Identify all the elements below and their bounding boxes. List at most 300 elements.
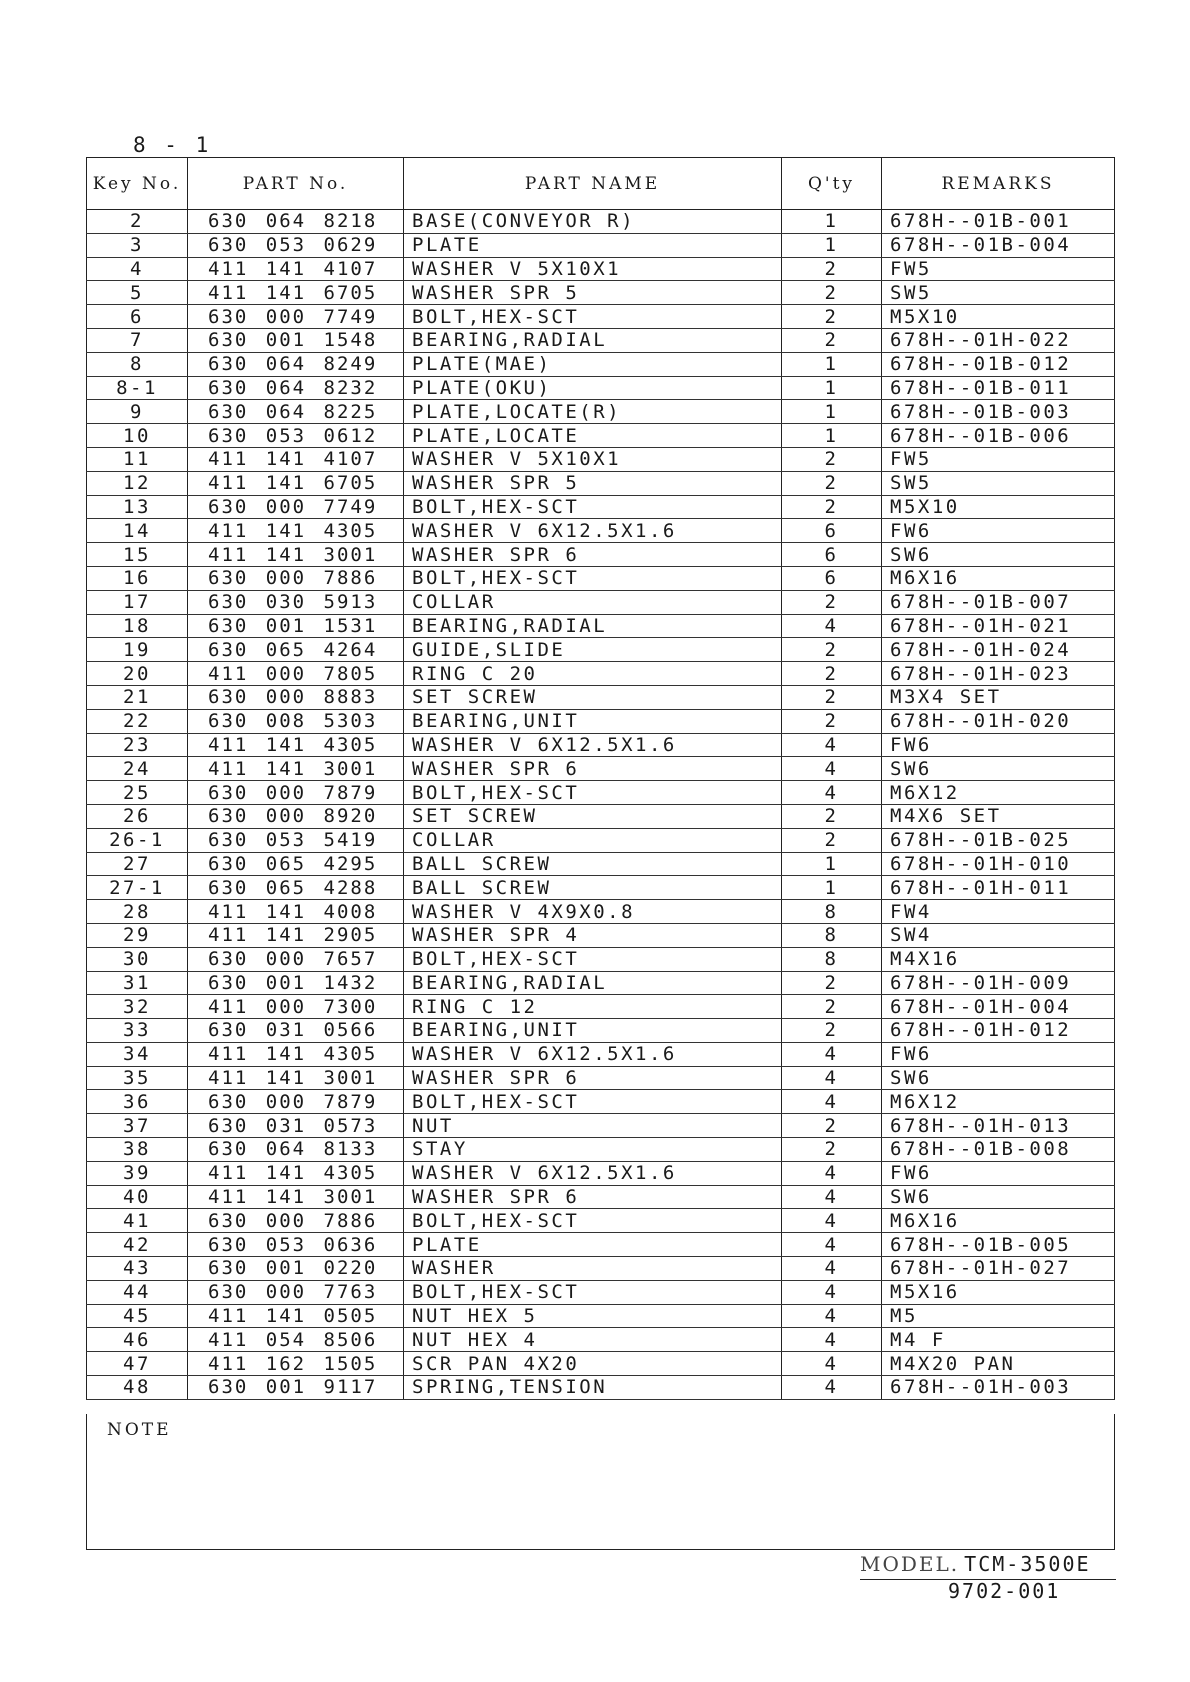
cell-part-no: 630 065 4295: [188, 852, 404, 876]
cell-remarks: FW6: [882, 519, 1115, 543]
cell-part-no: 630 000 7763: [188, 1280, 404, 1304]
cell-remarks: SW4: [882, 923, 1115, 947]
table-row: [87, 543, 1115, 567]
cell-part-name: BEARING,RADIAL: [404, 614, 782, 638]
cell-remarks: FW4: [882, 900, 1115, 924]
cell-part-name: PLATE: [404, 233, 782, 257]
cell-part-no: 630 000 7886: [188, 566, 404, 590]
cell-qty: 4: [782, 1209, 882, 1233]
cell-part-no: 630 001 0220: [188, 1257, 404, 1281]
cell-key-no: 26: [87, 804, 188, 828]
table-row: [87, 1185, 1115, 1209]
cell-qty: 2: [782, 638, 882, 662]
cell-part-name: PLATE,LOCATE: [404, 424, 782, 448]
cell-remarks: M3X4 SET: [882, 685, 1115, 709]
table-row: [87, 900, 1115, 924]
cell-key-no: 44: [87, 1280, 188, 1304]
cell-remarks: FW6: [882, 1042, 1115, 1066]
table-row: [87, 614, 1115, 638]
cell-remarks: 678H--01B-012: [882, 352, 1115, 376]
cell-part-name: BOLT,HEX-SCT: [404, 495, 782, 519]
cell-part-no: 630 000 7749: [188, 305, 404, 329]
cell-part-name: RING C 20: [404, 662, 782, 686]
cell-qty: 2: [782, 995, 882, 1019]
cell-part-no: 630 000 8920: [188, 804, 404, 828]
table-row: [87, 733, 1115, 757]
table-row: [87, 1280, 1115, 1304]
cell-key-no: 32: [87, 995, 188, 1019]
cell-remarks: M5: [882, 1304, 1115, 1328]
cell-key-no: 38: [87, 1138, 188, 1162]
cell-part-no: 411 141 3001: [188, 543, 404, 567]
cell-key-no: 39: [87, 1161, 188, 1185]
cell-part-no: 630 000 8883: [188, 685, 404, 709]
table-row: [87, 328, 1115, 352]
cell-qty: 2: [782, 662, 882, 686]
document-number: 9702-001: [948, 1579, 1061, 1603]
cell-remarks: M6X16: [882, 566, 1115, 590]
cell-part-no: 411 141 4305: [188, 733, 404, 757]
cell-qty: 1: [782, 376, 882, 400]
cell-part-no: 630 064 8232: [188, 376, 404, 400]
table-row: [87, 305, 1115, 329]
cell-key-no: 27: [87, 852, 188, 876]
cell-remarks: 678H--01H-022: [882, 328, 1115, 352]
cell-key-no: 3: [87, 233, 188, 257]
table-row: [87, 638, 1115, 662]
cell-remarks: M6X12: [882, 781, 1115, 805]
cell-part-name: SCR PAN 4X20: [404, 1352, 782, 1376]
cell-part-no: 630 000 7879: [188, 1090, 404, 1114]
cell-remarks: 678H--01H-024: [882, 638, 1115, 662]
cell-part-no: 630 031 0573: [188, 1114, 404, 1138]
cell-part-name: PLATE(OKU): [404, 376, 782, 400]
cell-qty: 6: [782, 566, 882, 590]
cell-part-no: 411 141 4107: [188, 447, 404, 471]
cell-part-name: WASHER V 6X12.5X1.6: [404, 1161, 782, 1185]
cell-part-name: WASHER SPR 5: [404, 281, 782, 305]
cell-key-no: 23: [87, 733, 188, 757]
cell-part-no: 630 000 7657: [188, 947, 404, 971]
cell-remarks: 678H--01B-008: [882, 1138, 1115, 1162]
cell-part-no: 411 141 4305: [188, 1161, 404, 1185]
cell-part-name: WASHER SPR 6: [404, 1185, 782, 1209]
cell-key-no: 2: [87, 210, 188, 234]
cell-key-no: 16: [87, 566, 188, 590]
header-part-name: PART NAME: [404, 158, 782, 210]
cell-qty: 1: [782, 352, 882, 376]
cell-qty: 4: [782, 1090, 882, 1114]
table-row: [87, 828, 1115, 852]
cell-part-name: WASHER V 6X12.5X1.6: [404, 519, 782, 543]
table-row: [87, 1066, 1115, 1090]
cell-qty: 4: [782, 1328, 882, 1352]
cell-part-name: WASHER V 4X9X0.8: [404, 900, 782, 924]
table-row: [87, 1161, 1115, 1185]
cell-part-no: 630 064 8225: [188, 400, 404, 424]
cell-part-no: 630 064 8249: [188, 352, 404, 376]
cell-key-no: 4: [87, 257, 188, 281]
cell-qty: 4: [782, 733, 882, 757]
cell-part-name: NUT HEX 4: [404, 1328, 782, 1352]
cell-qty: 4: [782, 1042, 882, 1066]
cell-part-name: NUT: [404, 1114, 782, 1138]
cell-part-name: BOLT,HEX-SCT: [404, 1280, 782, 1304]
cell-qty: 1: [782, 852, 882, 876]
table-row: [87, 1114, 1115, 1138]
cell-remarks: 678H--01H-027: [882, 1257, 1115, 1281]
cell-part-no: 411 141 3001: [188, 757, 404, 781]
cell-qty: 2: [782, 1138, 882, 1162]
cell-qty: 8: [782, 923, 882, 947]
cell-part-no: 411 141 4305: [188, 519, 404, 543]
cell-remarks: FW5: [882, 447, 1115, 471]
cell-qty: 2: [782, 305, 882, 329]
cell-remarks: SW6: [882, 1066, 1115, 1090]
cell-qty: 4: [782, 1352, 882, 1376]
cell-qty: 2: [782, 257, 882, 281]
header-key-no: Key No.: [87, 158, 188, 210]
cell-part-name: BALL SCREW: [404, 876, 782, 900]
cell-part-name: BALL SCREW: [404, 852, 782, 876]
cell-key-no: 18: [87, 614, 188, 638]
cell-qty: 4: [782, 781, 882, 805]
table-row: [87, 1090, 1115, 1114]
cell-remarks: SW6: [882, 757, 1115, 781]
cell-part-no: 411 054 8506: [188, 1328, 404, 1352]
table-row: [87, 447, 1115, 471]
cell-remarks: 678H--01H-003: [882, 1376, 1115, 1400]
cell-remarks: 678H--01B-025: [882, 828, 1115, 852]
cell-part-name: BOLT,HEX-SCT: [404, 305, 782, 329]
cell-part-name: BOLT,HEX-SCT: [404, 1209, 782, 1233]
cell-qty: 2: [782, 495, 882, 519]
cell-part-no: 411 141 0505: [188, 1304, 404, 1328]
model-label: MODEL.: [860, 1552, 960, 1576]
cell-key-no: 13: [87, 495, 188, 519]
table-row: [87, 519, 1115, 543]
cell-remarks: 678H--01B-004: [882, 233, 1115, 257]
table-row: [87, 709, 1115, 733]
cell-remarks: M4X16: [882, 947, 1115, 971]
cell-part-no: 630 064 8218: [188, 210, 404, 234]
cell-qty: 1: [782, 876, 882, 900]
cell-qty: 1: [782, 210, 882, 234]
cell-part-name: BOLT,HEX-SCT: [404, 1090, 782, 1114]
cell-part-no: 630 001 1548: [188, 328, 404, 352]
cell-key-no: 45: [87, 1304, 188, 1328]
cell-part-no: 630 001 1432: [188, 971, 404, 995]
cell-part-no: 411 141 3001: [188, 1066, 404, 1090]
cell-remarks: 678H--01H-009: [882, 971, 1115, 995]
cell-key-no: 40: [87, 1185, 188, 1209]
cell-part-name: WASHER SPR 6: [404, 543, 782, 567]
cell-part-no: 630 053 5419: [188, 828, 404, 852]
table-row: [87, 1209, 1115, 1233]
cell-part-name: COLLAR: [404, 828, 782, 852]
cell-qty: 2: [782, 971, 882, 995]
cell-part-name: STAY: [404, 1138, 782, 1162]
cell-key-no: 30: [87, 947, 188, 971]
cell-key-no: 29: [87, 923, 188, 947]
cell-part-name: BASE(CONVEYOR R): [404, 210, 782, 234]
cell-remarks: 678H--01H-011: [882, 876, 1115, 900]
cell-part-name: BEARING,RADIAL: [404, 971, 782, 995]
cell-part-name: WASHER SPR 5: [404, 471, 782, 495]
table-row: [87, 257, 1115, 281]
cell-remarks: 678H--01H-013: [882, 1114, 1115, 1138]
cell-part-no: 630 000 7879: [188, 781, 404, 805]
cell-key-no: 21: [87, 685, 188, 709]
cell-remarks: SW5: [882, 281, 1115, 305]
note-label: NOTE: [107, 1420, 172, 1440]
cell-qty: 4: [782, 1233, 882, 1257]
cell-qty: 2: [782, 281, 882, 305]
cell-part-name: SPRING,TENSION: [404, 1376, 782, 1400]
cell-remarks: 678H--01H-004: [882, 995, 1115, 1019]
table-row: [87, 852, 1115, 876]
cell-qty: 2: [782, 590, 882, 614]
cell-part-no: 630 000 7886: [188, 1209, 404, 1233]
cell-part-no: 630 053 0636: [188, 1233, 404, 1257]
table-row: [87, 1328, 1115, 1352]
cell-part-no: 630 001 1531: [188, 614, 404, 638]
table-row: [87, 233, 1115, 257]
cell-remarks: 678H--01H-023: [882, 662, 1115, 686]
cell-part-no: 411 141 6705: [188, 281, 404, 305]
cell-key-no: 11: [87, 447, 188, 471]
cell-key-no: 6: [87, 305, 188, 329]
cell-part-name: WASHER V 6X12.5X1.6: [404, 1042, 782, 1066]
cell-part-no: 630 053 0629: [188, 233, 404, 257]
cell-key-no: 41: [87, 1209, 188, 1233]
cell-part-no: 411 000 7300: [188, 995, 404, 1019]
table-row: [87, 1138, 1115, 1162]
cell-part-name: SET SCREW: [404, 685, 782, 709]
cell-qty: 6: [782, 519, 882, 543]
cell-remarks: 678H--01B-001: [882, 210, 1115, 234]
cell-key-no: 7: [87, 328, 188, 352]
header-qty: Q'ty: [782, 158, 882, 210]
cell-key-no: 33: [87, 1019, 188, 1043]
table-row: [87, 947, 1115, 971]
cell-qty: 8: [782, 900, 882, 924]
table-row: [87, 376, 1115, 400]
cell-part-no: 630 030 5913: [188, 590, 404, 614]
cell-part-name: BOLT,HEX-SCT: [404, 566, 782, 590]
table-row: [87, 590, 1115, 614]
cell-part-no: 630 008 5303: [188, 709, 404, 733]
cell-qty: 4: [782, 1376, 882, 1400]
cell-qty: 4: [782, 1161, 882, 1185]
cell-qty: 4: [782, 1066, 882, 1090]
cell-key-no: 8: [87, 352, 188, 376]
cell-part-no: 411 141 3001: [188, 1185, 404, 1209]
table-row: [87, 424, 1115, 448]
cell-part-no: 411 141 4008: [188, 900, 404, 924]
cell-qty: 2: [782, 328, 882, 352]
cell-key-no: 42: [87, 1233, 188, 1257]
table-row: [87, 876, 1115, 900]
cell-part-name: WASHER V 6X12.5X1.6: [404, 733, 782, 757]
cell-part-no: 411 141 4107: [188, 257, 404, 281]
cell-remarks: M5X10: [882, 495, 1115, 519]
cell-part-no: 630 065 4288: [188, 876, 404, 900]
cell-key-no: 28: [87, 900, 188, 924]
table-row: [87, 923, 1115, 947]
table-row: [87, 400, 1115, 424]
cell-key-no: 47: [87, 1352, 188, 1376]
cell-key-no: 10: [87, 424, 188, 448]
cell-key-no: 48: [87, 1376, 188, 1400]
cell-qty: 1: [782, 233, 882, 257]
cell-remarks: 678H--01B-006: [882, 424, 1115, 448]
cell-key-no: 25: [87, 781, 188, 805]
cell-remarks: M4X20 PAN: [882, 1352, 1115, 1376]
note-box: [86, 1414, 1115, 1550]
cell-qty: 2: [782, 804, 882, 828]
cell-part-no: 411 162 1505: [188, 1352, 404, 1376]
cell-key-no: 22: [87, 709, 188, 733]
cell-remarks: FW6: [882, 733, 1115, 757]
cell-remarks: M4X6 SET: [882, 804, 1115, 828]
cell-part-name: COLLAR: [404, 590, 782, 614]
cell-part-name: RING C 12: [404, 995, 782, 1019]
cell-qty: 4: [782, 614, 882, 638]
cell-remarks: M6X12: [882, 1090, 1115, 1114]
cell-part-name: WASHER SPR 6: [404, 1066, 782, 1090]
cell-key-no: 27-1: [87, 876, 188, 900]
cell-remarks: M6X16: [882, 1209, 1115, 1233]
table-row: [87, 781, 1115, 805]
cell-qty: 2: [782, 685, 882, 709]
model-line: [860, 1552, 1116, 1580]
table-row: [87, 1257, 1115, 1281]
cell-qty: 4: [782, 1280, 882, 1304]
cell-part-no: 630 000 7749: [188, 495, 404, 519]
cell-part-name: SET SCREW: [404, 804, 782, 828]
cell-part-name: NUT HEX 5: [404, 1304, 782, 1328]
cell-part-name: BEARING,UNIT: [404, 709, 782, 733]
cell-remarks: SW5: [882, 471, 1115, 495]
cell-part-no: 411 000 7805: [188, 662, 404, 686]
cell-remarks: 678H--01H-021: [882, 614, 1115, 638]
cell-part-name: WASHER SPR 4: [404, 923, 782, 947]
table-row: [87, 971, 1115, 995]
table-row: [87, 210, 1115, 234]
cell-part-no: 630 053 0612: [188, 424, 404, 448]
table-row: [87, 685, 1115, 709]
table-row: [87, 1042, 1115, 1066]
cell-remarks: M5X16: [882, 1280, 1115, 1304]
cell-part-no: 630 065 4264: [188, 638, 404, 662]
table-row: [87, 1352, 1115, 1376]
table-row: [87, 1376, 1115, 1400]
cell-part-name: BEARING,UNIT: [404, 1019, 782, 1043]
cell-remarks: FW6: [882, 1161, 1115, 1185]
cell-key-no: 35: [87, 1066, 188, 1090]
cell-key-no: 15: [87, 543, 188, 567]
cell-key-no: 36: [87, 1090, 188, 1114]
header-part-no: PART No.: [188, 158, 404, 210]
cell-key-no: 8-1: [87, 376, 188, 400]
cell-remarks: M4 F: [882, 1328, 1115, 1352]
cell-part-name: BEARING,RADIAL: [404, 328, 782, 352]
table-row: [87, 804, 1115, 828]
cell-qty: 2: [782, 447, 882, 471]
cell-qty: 8: [782, 947, 882, 971]
cell-part-name: PLATE: [404, 1233, 782, 1257]
parts-table-body: [87, 210, 1115, 1400]
cell-part-no: 630 001 9117: [188, 1376, 404, 1400]
cell-part-no: 411 141 2905: [188, 923, 404, 947]
cell-key-no: 12: [87, 471, 188, 495]
cell-remarks: FW5: [882, 257, 1115, 281]
cell-part-name: BOLT,HEX-SCT: [404, 947, 782, 971]
header-remarks: REMARKS: [882, 158, 1115, 210]
cell-remarks: SW6: [882, 1185, 1115, 1209]
cell-part-no: 411 141 4305: [188, 1042, 404, 1066]
cell-qty: 2: [782, 828, 882, 852]
cell-remarks: 678H--01H-010: [882, 852, 1115, 876]
table-row: [87, 662, 1115, 686]
cell-qty: 1: [782, 400, 882, 424]
cell-part-name: WASHER V 5X10X1: [404, 447, 782, 471]
cell-remarks: SW6: [882, 543, 1115, 567]
cell-key-no: 34: [87, 1042, 188, 1066]
cell-key-no: 46: [87, 1328, 188, 1352]
cell-qty: 4: [782, 1257, 882, 1281]
table-row: [87, 757, 1115, 781]
table-row: [87, 1233, 1115, 1257]
table-row: [87, 495, 1115, 519]
table-row: [87, 1304, 1115, 1328]
cell-part-no: 630 031 0566: [188, 1019, 404, 1043]
cell-part-name: GUIDE,SLIDE: [404, 638, 782, 662]
cell-remarks: 678H--01H-012: [882, 1019, 1115, 1043]
cell-part-name: WASHER SPR 6: [404, 757, 782, 781]
cell-remarks: M5X10: [882, 305, 1115, 329]
table-row: [87, 995, 1115, 1019]
cell-qty: 4: [782, 757, 882, 781]
cell-qty: 4: [782, 1304, 882, 1328]
cell-qty: 2: [782, 1019, 882, 1043]
cell-key-no: 26-1: [87, 828, 188, 852]
table-row: [87, 281, 1115, 305]
cell-key-no: 31: [87, 971, 188, 995]
table-row: [87, 352, 1115, 376]
cell-qty: 2: [782, 471, 882, 495]
table-row: [87, 566, 1115, 590]
cell-qty: 2: [782, 709, 882, 733]
cell-key-no: 14: [87, 519, 188, 543]
cell-key-no: 19: [87, 638, 188, 662]
cell-part-no: 411 141 6705: [188, 471, 404, 495]
cell-remarks: 678H--01B-011: [882, 376, 1115, 400]
cell-key-no: 17: [87, 590, 188, 614]
cell-part-no: 630 064 8133: [188, 1138, 404, 1162]
cell-qty: 2: [782, 1114, 882, 1138]
cell-part-name: WASHER V 5X10X1: [404, 257, 782, 281]
cell-remarks: 678H--01B-007: [882, 590, 1115, 614]
table-row: [87, 1019, 1115, 1043]
table-row: [87, 471, 1115, 495]
cell-qty: 1: [782, 424, 882, 448]
cell-qty: 6: [782, 543, 882, 567]
cell-qty: 4: [782, 1185, 882, 1209]
cell-key-no: 20: [87, 662, 188, 686]
cell-key-no: 24: [87, 757, 188, 781]
